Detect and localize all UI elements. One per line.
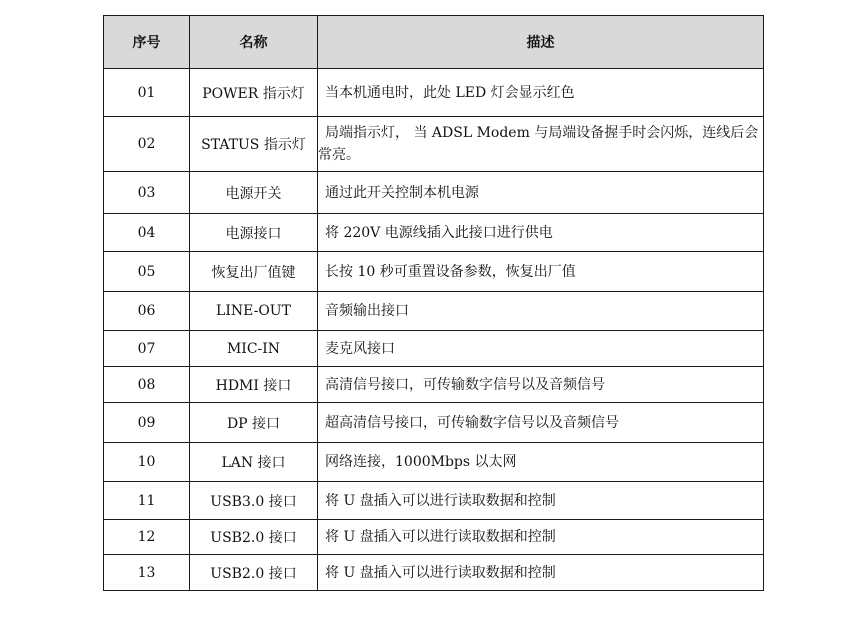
header-description: 描述 <box>318 16 764 69</box>
row-number: 05 <box>104 252 190 292</box>
row-number: 02 <box>104 117 190 172</box>
header-number: 序号 <box>104 16 190 69</box>
table-row <box>104 482 764 520</box>
row-description: 高清信号接口，可传输数字信号以及音频信号 <box>318 367 764 403</box>
table-row <box>104 331 764 367</box>
row-name: MIC-IN <box>190 331 318 367</box>
row-number: 11 <box>104 482 190 520</box>
row-name: USB2.0 接口 <box>190 555 318 591</box>
row-name: 电源接口 <box>190 214 318 252</box>
table-header-row <box>104 16 764 69</box>
row-number: 13 <box>104 555 190 591</box>
table-row <box>104 292 764 331</box>
row-number: 03 <box>104 172 190 214</box>
row-description-text: 局端指示灯， 当 ADSL Modem 与局端设备握手时会闪烁，连线后会常亮。 <box>318 125 759 163</box>
row-number: 10 <box>104 443 190 482</box>
row-description: 音频输出接口 <box>318 292 764 331</box>
row-name: HDMI 接口 <box>190 367 318 403</box>
row-name: LAN 接口 <box>190 443 318 482</box>
row-name: POWER 指示灯 <box>190 69 318 117</box>
row-number: 12 <box>104 520 190 555</box>
row-description: 当本机通电时，此处 LED 灯会显示红色 <box>318 69 764 117</box>
row-description: 将 220V 电源线插入此接口进行供电 <box>318 214 764 252</box>
table-row <box>104 252 764 292</box>
row-number: 09 <box>104 403 190 443</box>
table-row <box>104 443 764 482</box>
row-name: DP 接口 <box>190 403 318 443</box>
row-description: 将 U 盘插入可以进行读取数据和控制 <box>318 482 764 520</box>
row-name: 电源开关 <box>190 172 318 214</box>
row-description: 超高清信号接口，可传输数字信号以及音频信号 <box>318 403 764 443</box>
row-name: 恢复出厂值键 <box>190 252 318 292</box>
row-name: STATUS 指示灯 <box>190 117 318 172</box>
table-row <box>104 367 764 403</box>
row-number: 08 <box>104 367 190 403</box>
row-description: 长按 10 秒可重置设备参数，恢复出厂值 <box>318 252 764 292</box>
row-name: LINE-OUT <box>190 292 318 331</box>
row-name: USB3.0 接口 <box>190 482 318 520</box>
table-row <box>104 172 764 214</box>
row-description: 通过此开关控制本机电源 <box>318 172 764 214</box>
row-number: 04 <box>104 214 190 252</box>
row-description: 将 U 盘插入可以进行读取数据和控制 <box>318 520 764 555</box>
row-description <box>318 117 764 172</box>
row-description: 麦克风接口 <box>318 331 764 367</box>
table-row <box>104 403 764 443</box>
row-number: 07 <box>104 331 190 367</box>
header-name: 名称 <box>190 16 318 69</box>
table-row <box>104 117 764 172</box>
row-description: 网络连接，1000Mbps 以太网 <box>318 443 764 482</box>
table-row <box>104 214 764 252</box>
spec-table <box>103 15 764 591</box>
row-number: 01 <box>104 69 190 117</box>
table-row <box>104 69 764 117</box>
row-description: 将 U 盘插入可以进行读取数据和控制 <box>318 555 764 591</box>
row-name: USB2.0 接口 <box>190 520 318 555</box>
table-row <box>104 520 764 555</box>
table-row <box>104 555 764 591</box>
row-number: 06 <box>104 292 190 331</box>
